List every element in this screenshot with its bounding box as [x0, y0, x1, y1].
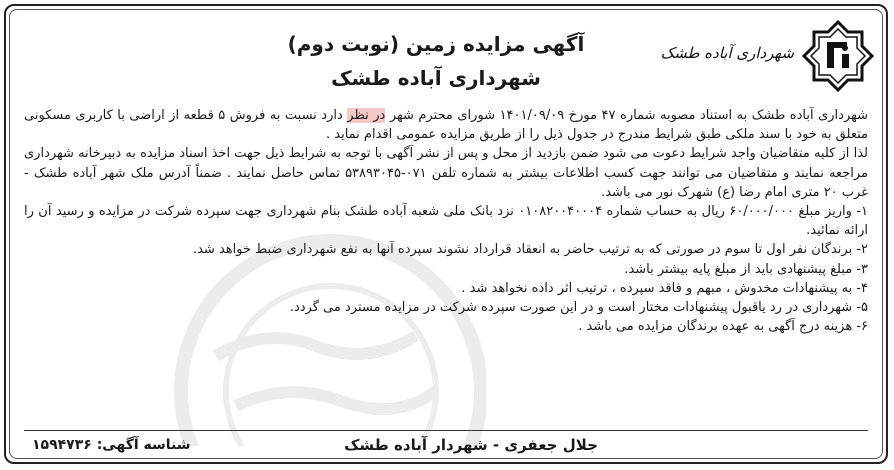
intro-paragraph: شهرداری آباده طشک به استناد مصوبه شماره ۴۷ مورخ ۱۴۰۱/۰۹/۰۹ شورای محترم شهر در نظر دارد نسبت به فروش ۵ قطعه از اراضی با کاربری مسکونی متعلق به خود با سند ملکی طبق شرایط مندرج در جدول ذیل را از طریق مزایده عمومی اقدام نماید .: [24, 108, 869, 143]
condition-item-6: ۶- هزینه درج آگهی به عهده برندگان مزایده می باشد .: [578, 319, 868, 335]
municipality-emblem-icon: [802, 20, 874, 92]
ad-title: آگهی مزایده زمین (نوبت دوم): [287, 32, 585, 56]
condition-item-2: ۲- برندگان نفر اول تا سوم در صورتی که به ترتیب حاضر به انعقاد قرارداد نشوند سپرده آنها به نفع شهرداری ضبط خواهد شد.: [192, 242, 868, 258]
ad-subtitle: شهرداری آباده طشک: [331, 66, 541, 90]
invitation-paragraph: لذا از کلیه متقاضیان واجد شرایط دعوت می شود ضمن بازدید از محل و پس از نشر آگهی با توجه به شرایط ذیل جهت اخذ اسناد مزایده به دبیرخانه شهرداری مراجعه نمایند و متقاضیان می توانند جهت کسب اطلاعات بیشتر به شماره تلفن ۰۷۱-۵۳۸۹۳۰۴۵ تماس حاصل نمایند . ضمناً آدرس ملک شهر آباده طشک - غرب ۲۰ متری امام رضا (ع) شهرک نور می باشد.: [24, 146, 868, 200]
footer-divider: [24, 430, 868, 431]
condition-item-4: ۴- به پیشنهادات مخدوش ، مبهم و فاقد سپرده ، ترتیب اثر داده نخواهد شد .: [461, 280, 868, 296]
condition-item-5: ۵- شهرداری در رد یاقبول پیشنهادات مختار است و در این صورت سپرده شرکت در مزایده مسترد می گردد.: [289, 300, 868, 316]
highlighted-phrase: در نظر: [347, 108, 386, 123]
ad-frame: [4, 4, 888, 464]
condition-item-3: ۳- مبلغ پیشنهادی باید از مبلغ پایه بیشتر باشد.: [624, 261, 868, 277]
condition-item-1: ۱- واریز مبلغ ۶۰/۰۰۰/۰۰۰ ریال به حساب شماره ۰۱۰۸۲۰۰۴۰۰۰۴ نزد بانک ملی شعبه آباده طشک بنام شهرداری جهت سپرده شرکت در مزایده و رسید آن را ارائه نمائید.: [24, 204, 869, 239]
municipality-logo-text: شهرداری آباده طشک: [660, 44, 794, 62]
ad-id: شناسه آگهی: ۱۵۹۴۷۳۶: [32, 437, 191, 453]
mayor-signature: جلال جعفری - شهردار آباده طشک: [344, 436, 598, 454]
ad-body: [24, 106, 868, 336]
